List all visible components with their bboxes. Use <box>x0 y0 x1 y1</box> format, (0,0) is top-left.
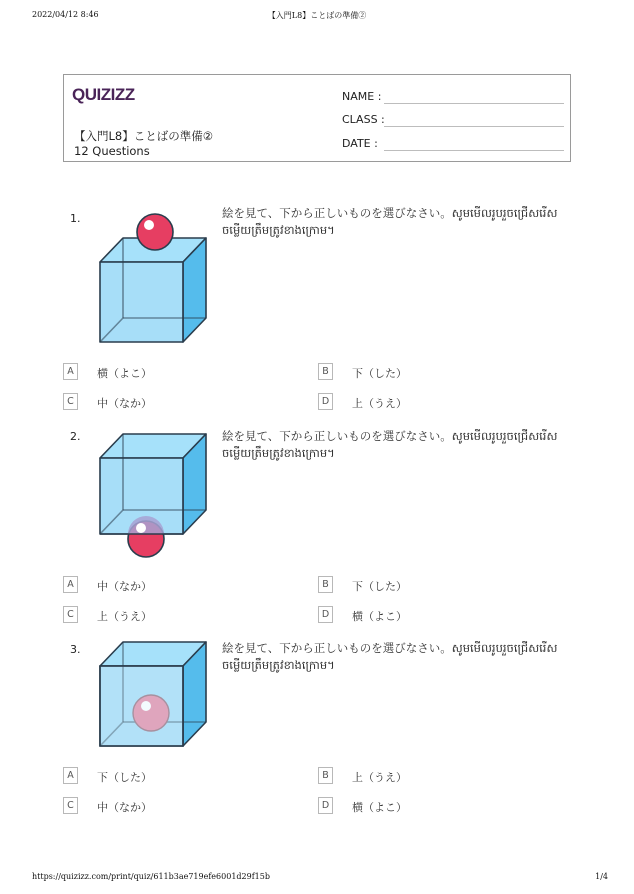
option-text: 横（よこ） <box>352 610 407 623</box>
option-letter: D <box>318 606 333 623</box>
question-2-text: 絵を見て、下から正しいものを選びなさい。សូមមើលរូបរួចជ្រើសរើសចម្លើយត្រឹមត្រូវខាងក្រោម។ <box>222 429 558 460</box>
option-letter: B <box>318 767 333 784</box>
print-doc-title: 【入門L8】ことばの準備② <box>267 11 367 20</box>
question-count: 12 Questions <box>74 144 150 158</box>
question-3-number: 3. <box>70 643 81 656</box>
name-field[interactable] <box>342 90 564 106</box>
option-text: 横（よこ） <box>352 801 407 814</box>
class-label: CLASS : <box>342 113 385 126</box>
question-1-number: 1. <box>70 212 81 225</box>
option-letter: A <box>63 576 78 593</box>
quizizz-logo <box>72 83 142 105</box>
option-text: 中（なか） <box>97 397 152 410</box>
option-text: 下（した） <box>352 367 407 380</box>
option-letter: D <box>318 393 333 410</box>
print-page-number: 1/4 <box>595 872 608 881</box>
option-text: 上（うえ） <box>97 610 152 623</box>
option-letter: B <box>318 363 333 380</box>
print-url: https://quizizz.com/print/quiz/611b3ae719efe6001d29f15b <box>32 872 270 881</box>
question-2-number: 2. <box>70 430 81 443</box>
option-text: 横（よこ） <box>97 367 152 380</box>
red-ball <box>137 214 173 250</box>
name-label: NAME : <box>342 90 382 103</box>
option-letter: C <box>63 797 78 814</box>
option-letter: C <box>63 606 78 623</box>
quizizz-logo-text: QUIZIZZ <box>72 85 135 104</box>
question-2-figure-ball-under-cube <box>94 428 214 562</box>
name-line <box>384 103 564 104</box>
option-letter: A <box>63 767 78 784</box>
option-text: 中（なか） <box>97 801 152 814</box>
question-3-figure-ball-inside-cube <box>94 638 214 750</box>
quiz-info-box <box>63 74 571 162</box>
option-text: 中（なか） <box>97 580 152 593</box>
class-line <box>384 126 564 127</box>
quiz-title: 【入門L8】ことばの準備② <box>74 129 214 143</box>
option-letter: D <box>318 797 333 814</box>
question-1-figure-ball-on-cube <box>94 206 214 346</box>
option-text: 上（うえ） <box>352 771 407 784</box>
option-text: 下（した） <box>97 771 152 784</box>
print-datetime: 2022/04/12 8:46 <box>32 10 99 19</box>
option-letter: C <box>63 393 78 410</box>
question-1-text: 絵を見て、下から正しいものを選びなさい。សូមមើលរូបរួចជ្រើសរើសចម្លើយត្រឹមត្រូវខាងក្រោម។ <box>222 206 558 237</box>
date-label: DATE : <box>342 137 378 150</box>
class-field[interactable] <box>342 113 564 129</box>
date-line <box>384 150 564 151</box>
question-3-text: 絵を見て、下から正しいものを選びなさい。សូមមើលរូបរួចជ្រើសរើសចម្លើយត្រឹមត្រូវខាងក្រោម។ <box>222 641 558 672</box>
option-text: 上（うえ） <box>352 397 407 410</box>
date-field[interactable] <box>342 137 564 153</box>
option-text: 下（した） <box>352 580 407 593</box>
option-letter: A <box>63 363 78 380</box>
option-letter: B <box>318 576 333 593</box>
